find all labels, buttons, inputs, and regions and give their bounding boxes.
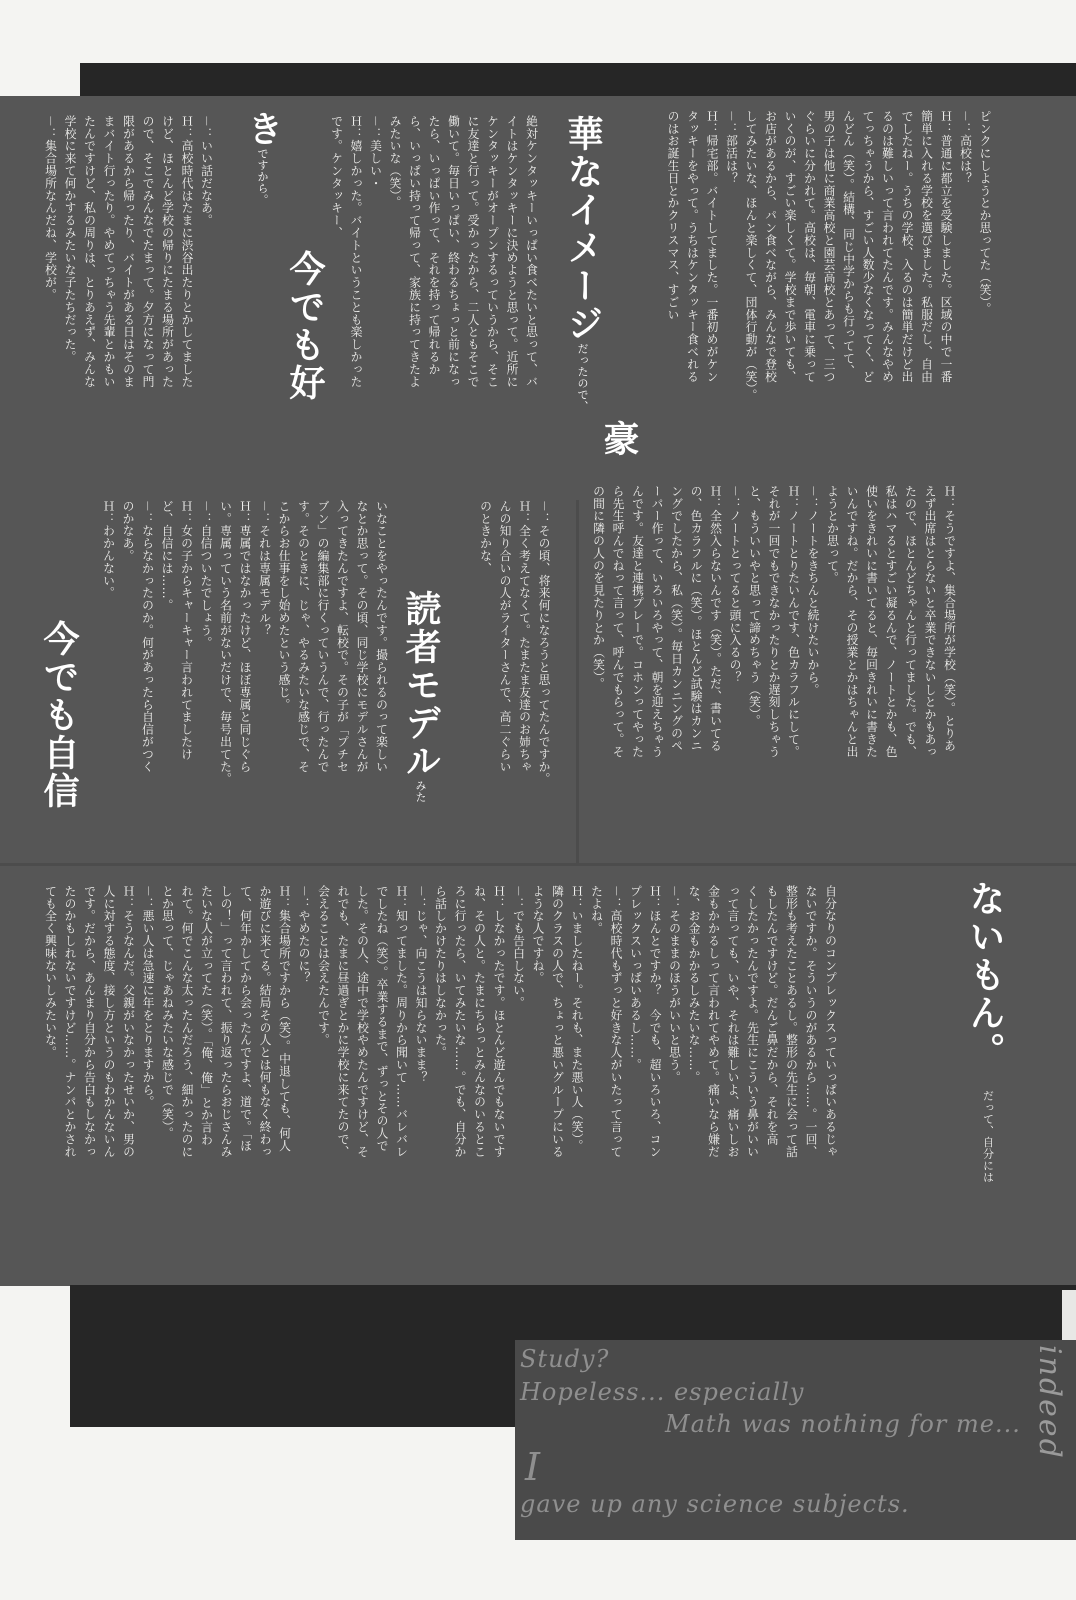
middle-right-body: Ｈ：そうですよ、集合場所が学校（笑）。とりあ えず出席はとらないと卒業できないしとかもあっ たので、ほとんどちゃんと行ってました。でも、 私はハマるとすごい凝るんで、ノートとかも、色 使いをきれいに書いてると、毎回きれいに書きた いんですね。だから、その授業とかはちゃんと出 ようとか思って。 －：ノートをきちんと続けたいから。 Ｈ：ノートとりたいんです、色カラフルにして。 それが一回でもできなかったりとか遅刻しちゃう と、もういいやと思って諦めちゃう（笑）。 －：ノートとってると頭に入るの？ Ｈ：全然入らないんです（笑）。ただ、書いてる の、色カラフルに（笑）。ほとんど試験はカンニ ングでしたから、私（笑）。毎日カンニングのペ ーパー作って、いろいろやって、朝を迎えちゃう んです。友達と連携プレーで。コホンってやった ら先生呼んでねって言って、呼んでもらって。そ の間に隣の人のを見たりとか（笑）。 (591, 485, 957, 758)
right-edge-strip (1062, 1290, 1076, 1340)
english-vertical-indeed: indeed (1032, 1345, 1067, 1460)
heading-kanaimeeji-text: 華なイメージ (562, 115, 603, 343)
heading-imademojishin: 今でも自信 (38, 620, 79, 810)
english-line-1: Study? (520, 1345, 610, 1373)
upper-right-body: ピンクにしようとか思ってた（笑）。 －：高校は？ Ｈ：普通に都立を受験しました。区域の中で一番 簡単に入れる学校を選びました。私服だし、自由 でしたねー。うちの学校、入るのは簡単だけど出 るのは難しいって言われてたんです。みんなやめ てっちゃうから、すごい人数少なくなってく、ど んどん（笑）。結構、同じ中学からも行ってて、 男の子は他に商業高校と園芸高校とあって、三つ ぐらいに分かれて。高校は、毎朝、電車に乗って いくのが、すごい楽しくて。学校まで歩いても、 お店があるから、パン食べながら、みんなで登校 してみたいな、ほんと楽しくて、団体行動が（笑）。 －：部活は？ Ｈ：帰宅部。バイトしてました。一番初めがケン タッキーをやって。うちはケンタッキー食べれる のはお誕生日とかクリスマス、すごい (666, 110, 992, 402)
heading-kanaimeeji (560, 115, 604, 470)
heading-gou: 豪 (598, 420, 639, 458)
heading-dokusha-model-text: 読者モデル (400, 590, 441, 780)
heading-dokusha-model (398, 590, 442, 860)
heading-naimon: ないもん。 (964, 880, 1005, 1070)
row-separator (0, 863, 1076, 866)
lower-body: 自分なりのコンプレックスっていっぱいあるじゃ ないですか。そういうのがあるから……。一回、 整形も考えたことあるし。整形の先生に会って話 もしたんですけど。だんご鼻だから、それを高 くしたかったんですよ。先生にこういう鼻がいい って言っても、いや、それは難しいよ、痛いしお 金もかかるしって言われてやめて。痛いなら嫌だ な、お金もかかるしみたいな……。 －：そのままのほうがいいと思う。 Ｈ：ほんとですか？ 今でも、超いろいろ、コン プレックスいっぱいあるし……。 －：高校時代もずっと好きな人がいたって言って たよね。 Ｈ：いましたねー。それも、また悪い人（笑）。 隣のクラスの人で、ちょっと悪いグループにいる ような人ですね。 －：でも告白しない。 Ｈ：しなかったです。ほとんど遊んでもないです ね、その人と。たまにちらっとみんなのいるとこ ろに行ったら、いてみたいな……。でも、自分か ら話しかけたりはしなかった。 －：じゃ、向こうは知らないまま？ Ｈ：知ってました。周りから聞いて……バレバレ でしたね（笑）。卒業するまで、ずっとその人で した。その人、途中で学校やめたんですけど、そ れでも、たまに昼過ぎとかに学校に来てたので、 会えることは会えたんです。 －：やめたのに？ Ｈ：集合場所ですから（笑）。中退しても、何人 か遊びに来てる。結局その人とは何もなく終わっ て、何年かしてから会ったんですよ、道で。「ほ しの！」って言われて、振り返ったらおじさんみ たいな人が立ってた（笑）。「俺、俺」とか言わ れて。何でこんな太ったんだろう、細かったのに とか思って、じゃあねみたいな感じで（笑）。 －：悪い人は急速に年をとりますから。 Ｈ：そうなんだ。父親がいなかったせいか、男の 人に対する態度、接し方というのもわかんないん です。だから、あんまり自分から告白もしなかっ たのかもしれないですけど……。ナンパとかされ ても全く興味ないしみたいな。 (43, 885, 838, 1158)
heading-ki (240, 110, 284, 250)
heading-naimon-small: だって、自分には (981, 1090, 995, 1183)
english-line-2: Hopeless... especially (520, 1378, 805, 1406)
english-line-3: Math was nothing for me... (665, 1410, 1021, 1438)
upper-middle-body: 絶対ケンタッキーいっぱい食べたいと思って、バ イトはケンタッキーに決めようと思って。近所に ケンタッキーがオープンするっていうから、そこ に友達と行って。受かったから、二人ともそこで 働いて。毎日いっぱい、終わるちょっと前になっ たら、いっぱい作って、それを持って帰れるか ら、いっぱい持って帰って、家族に持ってきたよ みたいな（笑）。 －：美しい・ Ｈ：嬉しかった。バイトということも楽しかった です。ケンタッキー、 (329, 115, 539, 388)
english-line-5: gave up any science subjects. (520, 1490, 910, 1518)
heading-imademosuki: 今でも好 (284, 250, 325, 402)
heading-ki-small: ですから。 (256, 148, 269, 206)
heading-ki-text: き (242, 110, 283, 148)
middle-left-body2: いなことをやったんです。撮られるのって楽しい なとか思って。その頃、同じ学校にモデルさんが 入ってきたんですよ、転校で。その子が「プチセ ブン」の編集部に行くっていうんで、行ったんで す。そのときに、じゃ、やるみたいな感じで、そ こからお仕事をし始めたという感じ。 －：それは専属モデル？ Ｈ：専属ではなかったけど、ほぼ専属と同じぐら い。専属っていう名前がないだけで、毎号出てた。 －：自信ついたでしょう。 Ｈ：女の子からキャーキャー言われてましたけ ど、自信には……。 －：ならなかったのか。何があったら自信がつく のかなあ。 Ｈ：わかんない。 (101, 500, 389, 786)
middle-left-body: －：その頃、将来何になろうと思ってたんですか。 Ｈ：全く考えてなくて。たまたま友達のお姉ちゃ んの知り合いの人がライターさんで、高二ぐらい のときかな、 (478, 500, 551, 786)
heading-dokusha-model-small: みた (414, 780, 427, 803)
column-separator (576, 500, 579, 865)
upper-left-body: －：いい話だなあ。 Ｈ：高校時代はたまに渋谷出たりとかしてました けど、ほとんど学校の帰りにたまる場所があった ので、そこでみんなでたまって。夕方になって門 限があるから帰ったり、バイトがある日はそのま まバイト行ったり。やめてっちゃう先輩とかもい たんですけど、私の周りは、とりあえず、みんな 学校に来て何かするみたいな子たちだった。 －：集合場所なんだね、学校が。 (43, 115, 214, 388)
heading-kanaimeeji-small: だったので、 (576, 343, 589, 412)
english-line-4: I (525, 1445, 542, 1489)
